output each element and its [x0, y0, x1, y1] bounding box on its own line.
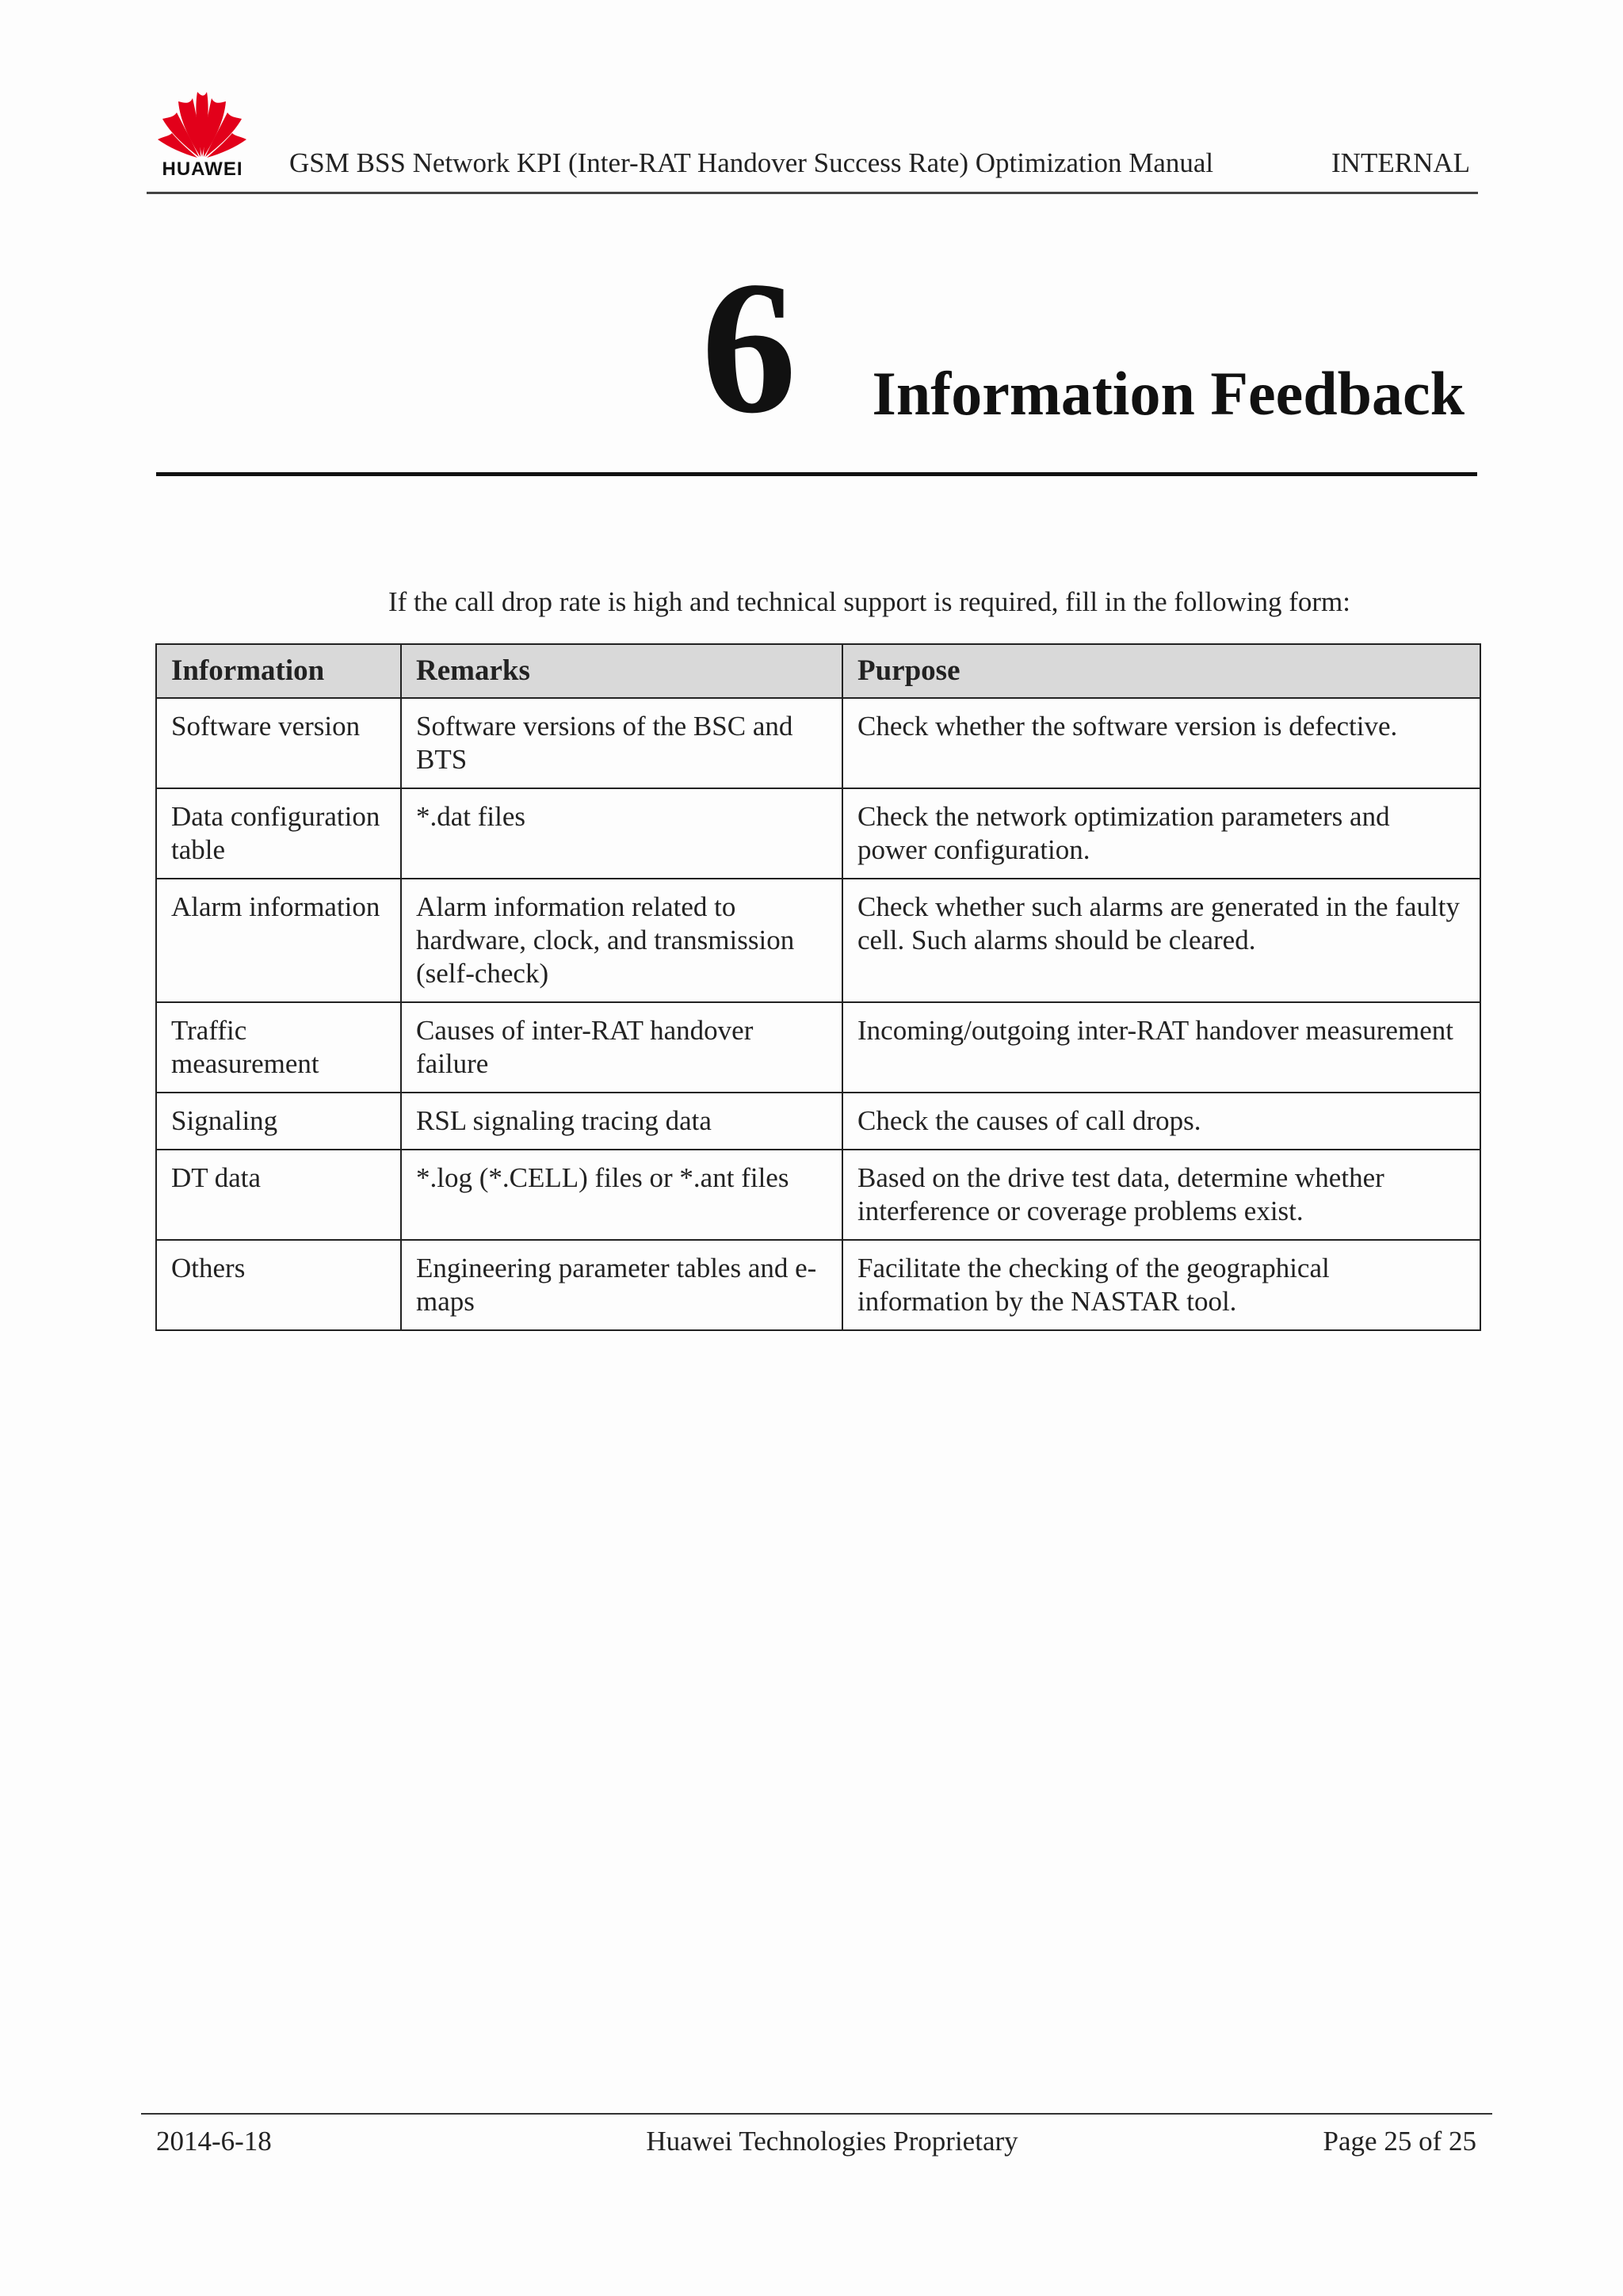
column-header-purpose: Purpose [842, 644, 1480, 698]
table-row [156, 1093, 1480, 1150]
page-header [147, 87, 1478, 194]
cell-information: Traffic measurement [156, 1002, 401, 1093]
cell-purpose: Check whether the software version is defective. [842, 698, 1480, 788]
cell-information: Data configuration table [156, 788, 401, 879]
cell-information: Software version [156, 698, 401, 788]
intro-paragraph: If the call drop rate is high and technical support is required, fill in the following form: [388, 586, 1350, 617]
cell-remarks: Software versions of the BSC and BTS [401, 698, 842, 788]
chapter-title: Information Feedback [872, 359, 1465, 428]
cell-remarks: Causes of inter-RAT handover failure [401, 1002, 842, 1093]
cell-information: Signaling [156, 1093, 401, 1150]
footer-date: 2014-6-18 [156, 2126, 272, 2157]
cell-purpose: Based on the drive test data, determine whether interference or coverage problems exist. [842, 1150, 1480, 1240]
huawei-logo [153, 87, 248, 182]
cell-purpose: Check whether such alarms are generated in the faulty cell. Such alarms should be cleared. [842, 879, 1480, 1002]
cell-information: Alarm information [156, 879, 401, 1002]
feedback-table [155, 643, 1481, 1331]
footer-proprietary: Huawei Technologies Proprietary [646, 2126, 1018, 2157]
cell-remarks: Engineering parameter tables and e-maps [401, 1240, 842, 1330]
huawei-petals-icon [158, 87, 246, 160]
table-row [156, 1002, 1480, 1093]
column-header-information: Information [156, 644, 401, 698]
cell-remarks: *.dat files [401, 788, 842, 879]
logo-wordmark: HUAWEI [162, 158, 243, 180]
table-row [156, 1150, 1480, 1240]
cell-purpose: Incoming/outgoing inter-RAT handover measurement [842, 1002, 1480, 1093]
column-header-remarks: Remarks [401, 644, 842, 698]
document-title: GSM BSS Network KPI (Inter-RAT Handover Success Rate) Optimization Manual [289, 147, 1214, 178]
table-row [156, 788, 1480, 879]
cell-purpose: Facilitate the checking of the geographical information by the NASTAR tool. [842, 1240, 1480, 1330]
footer-page-number: Page 25 of 25 [1323, 2126, 1476, 2157]
cell-remarks: *.log (*.CELL) files or *.ant files [401, 1150, 842, 1240]
chapter-number: 6 [701, 242, 796, 452]
cell-remarks: Alarm information related to hardware, clock, and transmission (self-check) [401, 879, 842, 1002]
table-header-row [156, 644, 1480, 698]
cell-remarks: RSL signaling tracing data [401, 1093, 842, 1150]
classification-label: INTERNAL [1331, 147, 1470, 178]
cell-purpose: Check the causes of call drops. [842, 1093, 1480, 1150]
table-row [156, 879, 1480, 1002]
footer-divider [141, 2113, 1492, 2115]
cell-information: Others [156, 1240, 401, 1330]
table-row [156, 698, 1480, 788]
cell-information: DT data [156, 1150, 401, 1240]
chapter-divider [156, 472, 1477, 476]
table-row [156, 1240, 1480, 1330]
cell-purpose: Check the network optimization parameters and power configuration. [842, 788, 1480, 879]
